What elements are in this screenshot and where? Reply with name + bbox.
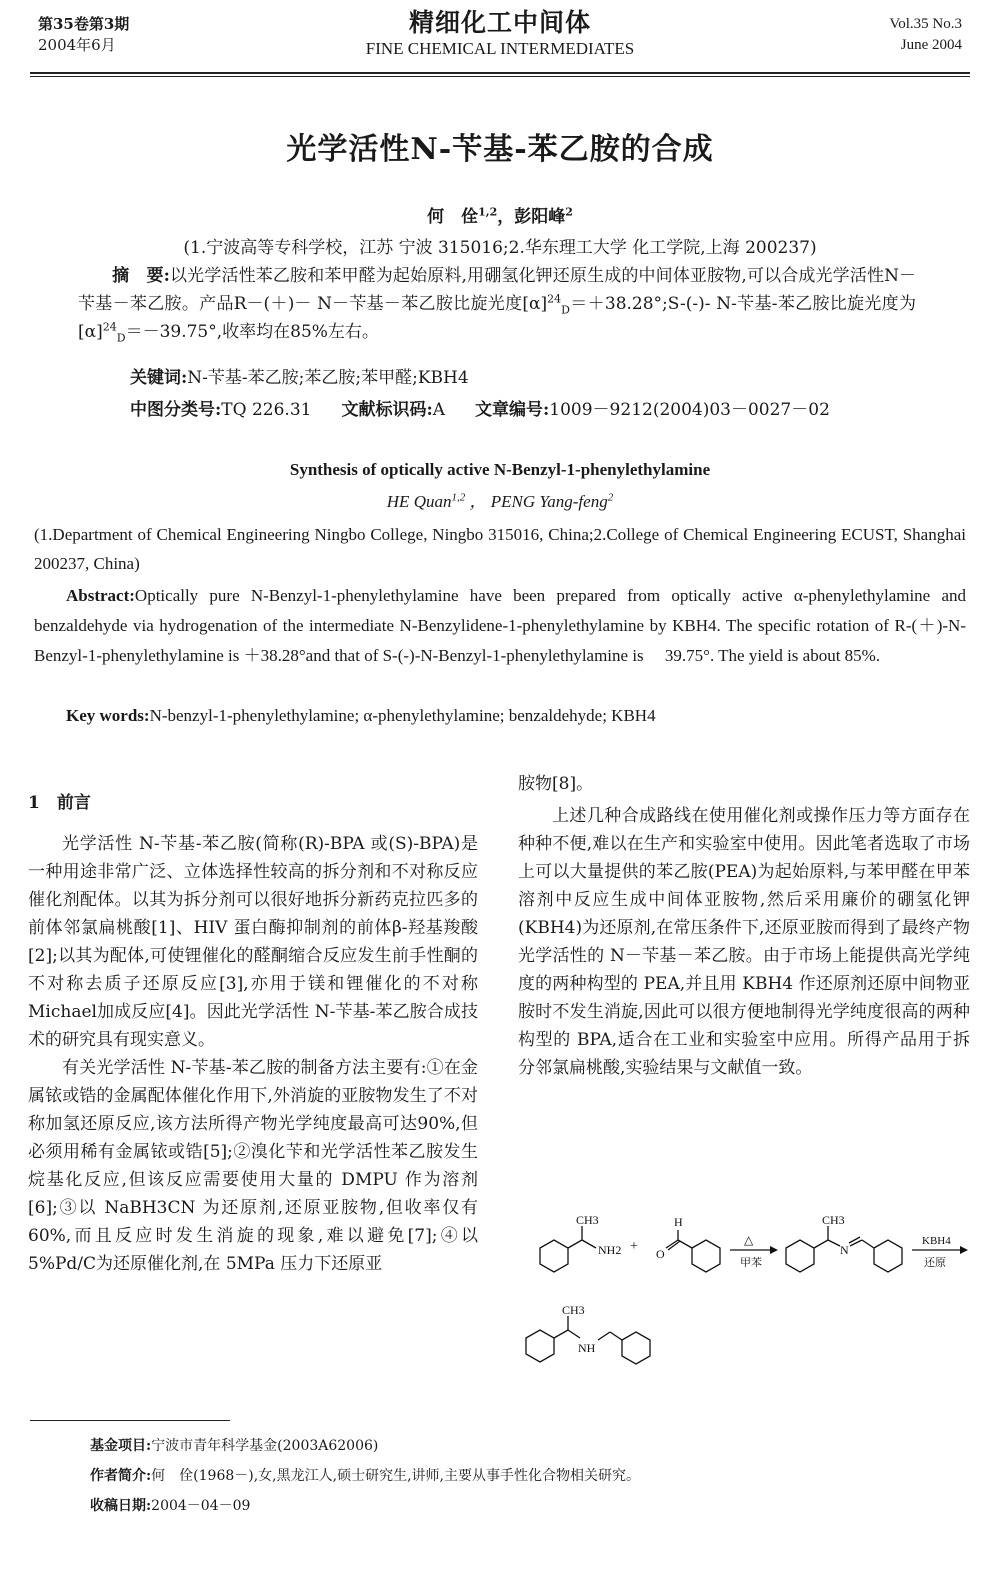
date-cn: 2004年6月 — [38, 36, 116, 54]
authors-en: HE Quan$^{1,2}$ ， PENG Yang-feng$^2$ — [386, 491, 614, 511]
product-bpa — [526, 1316, 650, 1364]
svg-text:+: + — [630, 1239, 638, 1254]
affiliation: (1.宁波高等专科学校，江苏 宁波 315016;2.华东理工大学 化工学院,上海 200237) — [183, 238, 817, 258]
right-column-top: 胺物[8]。 — [518, 774, 594, 794]
header-rule — [30, 72, 970, 74]
received-date: 收稿日期:2004－04－09 — [90, 1498, 251, 1514]
classification: 中图分类号:TQ 226.31 文献标识码:A 文章编号:1009－9212(2004)03－0027－02 — [130, 400, 830, 420]
paragraph: 有关光学活性 N-苄基-苯乙胺的制备方法主要有:①在金属铱或锆的金属配体催化作用下,外消旋的亚胺物发生了不对称加氢还原反应,该方法所得产物光学纯度最高可达90%,但必须用稀有金属铱或锆[5];②溴化苄和光学活性苯乙胺发生烷基化反应,但该反应需要使用大量的 DMPU 作为溶剂[6];③以 NaBH3CN 为还原剂,还原亚胺物,但收率仅有60%,而且反应时发生消旋的现象,难以避免[7];④以5%Pd/C为还原催化剂,在 5MPa 压力下还原亚 — [28, 1058, 478, 1274]
svg-text:CH3: CH3 — [822, 1216, 845, 1227]
svg-text:N: N — [840, 1243, 849, 1257]
journal-name-en: FINE CHEMICAL INTERMEDIATES — [365, 39, 635, 58]
left-column — [28, 830, 478, 1278]
abstract-en: Abstract:Optically pure N-Benzyl-1-phenylethylamine have been prepared from optically active α-phenylethylamine and benzaldehyde via hydrogenation of the intermediate N-Benzylidene-1-phenylethylamine by KBH4. The specific rotation of R-(＋)-N-Benzyl-1-phenylethylamine is ＋38.28°and that of S-(-)-N-Benzyl-1-phenylethylamine is 39.75°. The yield is about 85%. — [34, 586, 966, 665]
svg-text:KBH4: KBH4 — [922, 1235, 951, 1247]
abstract-cn: 摘 要:以光学活性苯乙胺和苯甲醛为起始原料,用硼氢化钾还原生成的中间体亚胺物,可以合成光学活性N－苄基－苯乙胺。产品R－(＋)－ N－苄基－苯乙胺比旋光度$[\alpha]^{24}_D=+38.28^\circ;S-(-)-$ N-苄基-苯乙胺比旋光度为$[\alpha]^{24}_D=-39.75^\circ$,收率均在85%左右。 — [78, 266, 917, 345]
paragraph: 上述几种合成路线在使用催化剂或操作压力等方面存在种种不便,难以在生产和实验室中使用。因此笔者选取了市场上可以大量提供的苯乙胺(PEA)为起始原料,与苯甲醛在甲苯溶剂中反应生成中间体亚胺物,然后采用廉价的硼氢化钾(KBH4)为还原剂,在常压条件下,还原亚胺而得到了最终产物光学活性的 N－苄基－苯乙胺。由于市场上能提供高光学纯度的两种构型的 PEA,并且用 KBH4 作还原剂还原中间物亚胺时不发生消旋,因此可以很方便地制得光学纯度很高的两种构型的 BPA,适合在工业和实验室中应用。所得产品用于拆分邻氯扁桃酸,实验结果与文献值一致。 — [518, 806, 970, 1078]
author-list: 何 佺$^{1,2}$，彭阳峰$^2$ — [427, 205, 573, 227]
footnote-rule — [30, 1420, 230, 1421]
paragraph: 光学活性 N-苄基-苯乙胺(简称(R)-BPA 或(S)-BPA)是一种用途非常广泛、立体选择性较高的拆分剂和不对称反应催化剂配体。以其为拆分剂可以很好地拆分新药克拉匹多的前体邻氯扁桃酸[1]、HIV 蛋白酶抑制剂的前体β-羟基羧酸[2];以其为配体,可使锂催化的醛酮缩合反应发生前手性酮的不对称去质子还原反应[3],亦用于镁和锂催化的不对称 Michael加成反应[4]。因此光学活性 N-苄基-苯乙胺合成技术的研究具有现实意义。 — [28, 834, 478, 1050]
journal-title — [300, 8, 700, 60]
fund-note: 基金项目:宁波市青年科学基金(2003A62006) — [90, 1438, 379, 1454]
svg-text:CH3: CH3 — [562, 1303, 585, 1317]
svg-text:△: △ — [744, 1233, 754, 1247]
svg-text:NH: NH — [578, 1341, 596, 1355]
volume-cn: 第35卷第3期 — [38, 15, 130, 33]
abstract-label: 摘 要: — [112, 266, 170, 286]
author-bio: 作者简介:何 佺(1968－),女,黑龙江人,硕士研究生,讲师,主要从事手性化合物相关研究。 — [90, 1468, 640, 1484]
affiliation-en: (1.Department of Chemical Engineering Ningbo College, Ningbo 315016, China;2.College of Chemical Engineering ECUST, Shanghai 200237, China) — [34, 525, 966, 573]
svg-text:CH3: CH3 — [576, 1216, 599, 1227]
journal-name-cn: 精细化工中间体 — [408, 8, 591, 37]
keywords-cn: 关键词:N-苄基-苯乙胺;苯乙胺;苯甲醛;KBH4 — [130, 368, 469, 388]
right-column — [518, 802, 970, 1082]
svg-text:NH2: NH2 — [598, 1243, 622, 1257]
volume-en: Vol.35 No.3 — [889, 16, 962, 32]
svg-text:O: O — [656, 1247, 665, 1261]
date-en: June 2004 — [900, 37, 962, 53]
svg-text:还原: 还原 — [924, 1257, 946, 1269]
scheme-svg — [518, 1216, 970, 1394]
abstract-text: 以光学活性苯乙胺和苯甲醛为起始原料,用硼氢化钾还原生成的中间体亚胺物,可以合成光学活性N－苄基－苯乙胺。产品R－(＋)－ N－苄基－苯乙胺比旋光度[α] — [78, 266, 917, 314]
benzaldehyde — [666, 1230, 720, 1272]
svg-text:甲苯: 甲苯 — [740, 1257, 762, 1269]
section-heading: 1 前言 — [28, 793, 91, 813]
header-rule-thin — [30, 76, 970, 77]
keywords-en: Key words:N-benzyl-1-phenylethylamine; α-phenylethylamine; benzaldehyde; KBH4 — [66, 706, 656, 725]
svg-text:H: H — [674, 1216, 683, 1229]
phenylethylamine — [540, 1226, 596, 1272]
title-en: Synthesis of optically active N-Benzyl-1-phenylethylamine — [289, 460, 711, 479]
issue-info — [38, 14, 129, 56]
paper-title: 光学活性N-苄基-苯乙胺的合成 — [286, 132, 714, 167]
reaction-scheme — [518, 1216, 970, 1394]
issue-info-en — [889, 14, 962, 56]
